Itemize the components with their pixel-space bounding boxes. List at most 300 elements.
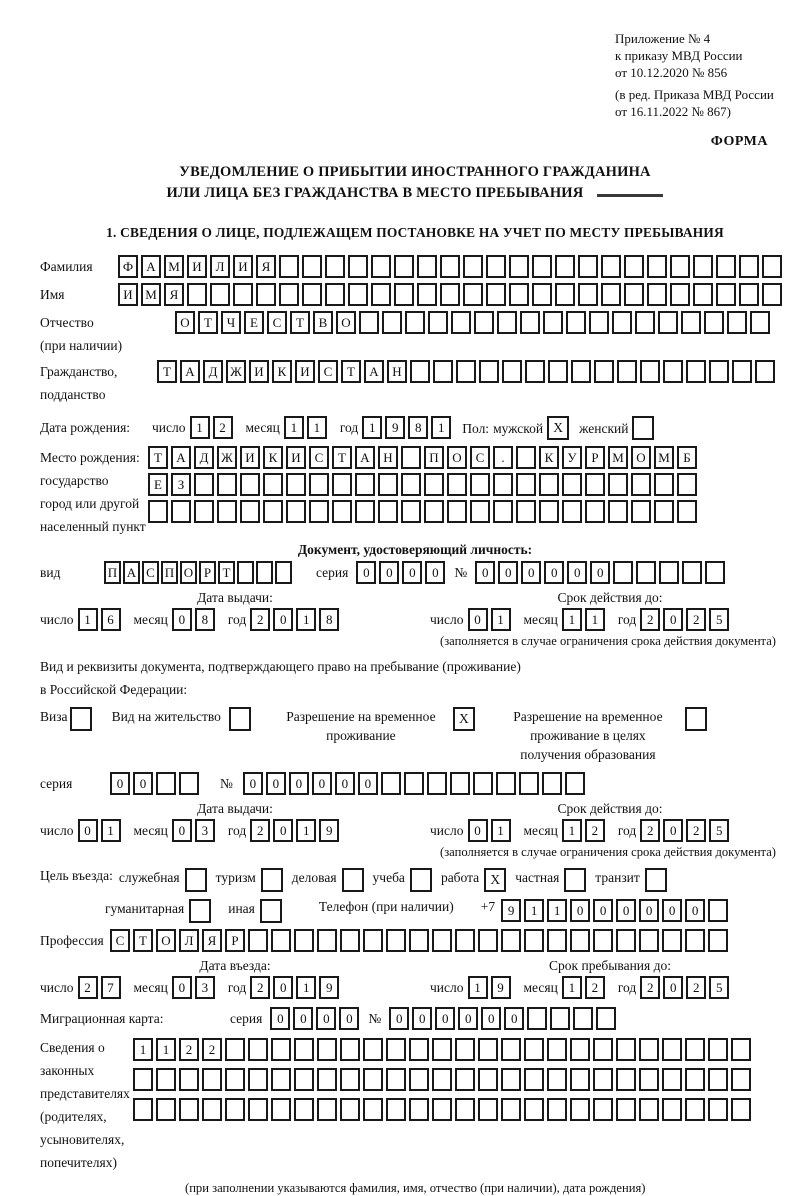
char-cell[interactable]: Т: [218, 561, 235, 584]
char-cell[interactable]: 1: [547, 899, 567, 922]
char-cell[interactable]: [708, 1068, 728, 1091]
char-cell[interactable]: [532, 255, 552, 278]
char-cell[interactable]: М: [141, 283, 161, 306]
char-cell[interactable]: [635, 311, 655, 334]
char-cell[interactable]: О: [175, 311, 195, 334]
char-cell[interactable]: [294, 1068, 314, 1091]
char-cell[interactable]: 2: [179, 1038, 199, 1061]
char-cell[interactable]: [662, 1098, 682, 1121]
char-cell[interactable]: [248, 1098, 268, 1121]
char-cell[interactable]: 1: [562, 976, 582, 999]
char-cell[interactable]: [636, 561, 656, 584]
char-cell[interactable]: 0: [663, 819, 683, 842]
char-cell[interactable]: К: [263, 446, 283, 469]
char-cell[interactable]: 1: [156, 1038, 176, 1061]
char-cell[interactable]: И: [295, 360, 315, 383]
char-cell[interactable]: 5: [709, 976, 729, 999]
char-cell[interactable]: [424, 500, 444, 523]
char-cell[interactable]: С: [318, 360, 338, 383]
char-cell[interactable]: [578, 283, 598, 306]
char-cell[interactable]: 1: [562, 819, 582, 842]
char-cell[interactable]: [447, 473, 467, 496]
char-cell[interactable]: [240, 500, 260, 523]
char-cell[interactable]: [409, 1038, 429, 1061]
char-cell[interactable]: [237, 561, 254, 584]
char-cell[interactable]: Н: [387, 360, 407, 383]
char-cell[interactable]: [340, 929, 360, 952]
char-cell[interactable]: [596, 1007, 616, 1030]
char-cell[interactable]: [355, 473, 375, 496]
char-cell[interactable]: 0: [312, 772, 332, 795]
char-cell[interactable]: [570, 1038, 590, 1061]
char-cell[interactable]: И: [233, 255, 253, 278]
char-cell[interactable]: [547, 1068, 567, 1091]
char-cell[interactable]: [294, 929, 314, 952]
char-cell[interactable]: Т: [133, 929, 153, 952]
char-cell[interactable]: [455, 1068, 475, 1091]
char-cell[interactable]: [562, 500, 582, 523]
char-cell[interactable]: [705, 561, 725, 584]
char-cell[interactable]: [516, 500, 536, 523]
char-cell[interactable]: [681, 311, 701, 334]
char-cell[interactable]: [716, 283, 736, 306]
char-cell[interactable]: 1: [307, 416, 327, 439]
char-cell[interactable]: 0: [662, 899, 682, 922]
char-cell[interactable]: 0: [468, 608, 488, 631]
char-cell[interactable]: О: [336, 311, 356, 334]
char-cell[interactable]: [659, 561, 679, 584]
char-cell[interactable]: [378, 500, 398, 523]
char-cell[interactable]: [340, 1068, 360, 1091]
sex-female-checkbox[interactable]: [632, 416, 654, 440]
char-cell[interactable]: [404, 772, 424, 795]
char-cell[interactable]: 6: [101, 608, 121, 631]
char-cell[interactable]: [386, 1098, 406, 1121]
char-cell[interactable]: З: [171, 473, 191, 496]
char-cell[interactable]: [302, 283, 322, 306]
char-cell[interactable]: [348, 255, 368, 278]
char-cell[interactable]: [501, 1098, 521, 1121]
char-cell[interactable]: Т: [157, 360, 177, 383]
char-cell[interactable]: [309, 473, 329, 496]
char-cell[interactable]: [539, 500, 559, 523]
char-cell[interactable]: [639, 1038, 659, 1061]
char-cell[interactable]: П: [161, 561, 178, 584]
char-cell[interactable]: Р: [199, 561, 216, 584]
char-cell[interactable]: [593, 1038, 613, 1061]
char-cell[interactable]: [608, 500, 628, 523]
char-cell[interactable]: [225, 1038, 245, 1061]
char-cell[interactable]: 0: [356, 561, 376, 584]
char-cell[interactable]: [501, 1038, 521, 1061]
char-cell[interactable]: 1: [468, 976, 488, 999]
char-cell[interactable]: И: [249, 360, 269, 383]
char-cell[interactable]: Е: [148, 473, 168, 496]
char-cell[interactable]: Т: [332, 446, 352, 469]
char-cell[interactable]: 0: [389, 1007, 409, 1030]
temp-residence-education-checkbox[interactable]: [685, 707, 707, 731]
char-cell[interactable]: 9: [385, 416, 405, 439]
char-cell[interactable]: [731, 1098, 751, 1121]
char-cell[interactable]: [156, 1098, 176, 1121]
char-cell[interactable]: [171, 500, 191, 523]
char-cell[interactable]: [593, 1098, 613, 1121]
char-cell[interactable]: [647, 255, 667, 278]
char-cell[interactable]: [570, 1098, 590, 1121]
char-cell[interactable]: [463, 283, 483, 306]
char-cell[interactable]: [555, 283, 575, 306]
char-cell[interactable]: 0: [402, 561, 422, 584]
char-cell[interactable]: [682, 561, 702, 584]
char-cell[interactable]: [432, 1098, 452, 1121]
char-cell[interactable]: [732, 360, 752, 383]
char-cell[interactable]: [708, 929, 728, 952]
char-cell[interactable]: [755, 360, 775, 383]
char-cell[interactable]: Т: [148, 446, 168, 469]
char-cell[interactable]: 8: [408, 416, 428, 439]
char-cell[interactable]: Ч: [221, 311, 241, 334]
char-cell[interactable]: [708, 899, 728, 922]
char-cell[interactable]: Я: [202, 929, 222, 952]
char-cell[interactable]: М: [654, 446, 674, 469]
char-cell[interactable]: 0: [412, 1007, 432, 1030]
char-cell[interactable]: 1: [491, 608, 511, 631]
char-cell[interactable]: [451, 311, 471, 334]
char-cell[interactable]: [571, 360, 591, 383]
char-cell[interactable]: [616, 1038, 636, 1061]
char-cell[interactable]: [663, 360, 683, 383]
char-cell[interactable]: 1: [101, 819, 121, 842]
char-cell[interactable]: [516, 473, 536, 496]
char-cell[interactable]: С: [267, 311, 287, 334]
char-cell[interactable]: 2: [686, 608, 706, 631]
char-cell[interactable]: [363, 1038, 383, 1061]
char-cell[interactable]: [658, 311, 678, 334]
char-cell[interactable]: П: [424, 446, 444, 469]
char-cell[interactable]: [601, 255, 621, 278]
char-cell[interactable]: 0: [293, 1007, 313, 1030]
char-cell[interactable]: [378, 473, 398, 496]
char-cell[interactable]: [589, 311, 609, 334]
char-cell[interactable]: [739, 255, 759, 278]
char-cell[interactable]: [486, 255, 506, 278]
purpose-official-checkbox[interactable]: [185, 868, 207, 892]
char-cell[interactable]: 0: [616, 899, 636, 922]
char-cell[interactable]: [332, 500, 352, 523]
char-cell[interactable]: 0: [593, 899, 613, 922]
residence-permit-checkbox[interactable]: [229, 707, 251, 731]
char-cell[interactable]: 7: [101, 976, 121, 999]
char-cell[interactable]: [716, 255, 736, 278]
char-cell[interactable]: [386, 1038, 406, 1061]
char-cell[interactable]: [654, 500, 674, 523]
char-cell[interactable]: [631, 473, 651, 496]
char-cell[interactable]: [704, 311, 724, 334]
char-cell[interactable]: [248, 1038, 268, 1061]
char-cell[interactable]: Р: [585, 446, 605, 469]
char-cell[interactable]: [202, 1068, 222, 1091]
char-cell[interactable]: [401, 473, 421, 496]
char-cell[interactable]: [156, 1068, 176, 1091]
char-cell[interactable]: [565, 772, 585, 795]
char-cell[interactable]: 0: [458, 1007, 478, 1030]
char-cell[interactable]: [519, 772, 539, 795]
char-cell[interactable]: 2: [250, 819, 270, 842]
char-cell[interactable]: [547, 1038, 567, 1061]
char-cell[interactable]: [302, 255, 322, 278]
char-cell[interactable]: [263, 473, 283, 496]
char-cell[interactable]: 5: [709, 819, 729, 842]
char-cell[interactable]: А: [171, 446, 191, 469]
char-cell[interactable]: [405, 311, 425, 334]
char-cell[interactable]: [440, 283, 460, 306]
char-cell[interactable]: [478, 1098, 498, 1121]
char-cell[interactable]: [617, 360, 637, 383]
char-cell[interactable]: 0: [78, 819, 98, 842]
char-cell[interactable]: [340, 1038, 360, 1061]
char-cell[interactable]: 1: [362, 416, 382, 439]
char-cell[interactable]: 1: [562, 608, 582, 631]
char-cell[interactable]: [708, 1038, 728, 1061]
char-cell[interactable]: [382, 311, 402, 334]
char-cell[interactable]: [294, 1038, 314, 1061]
char-cell[interactable]: 9: [319, 819, 339, 842]
char-cell[interactable]: 0: [663, 608, 683, 631]
char-cell[interactable]: [286, 500, 306, 523]
char-cell[interactable]: 0: [425, 561, 445, 584]
char-cell[interactable]: 0: [273, 819, 293, 842]
char-cell[interactable]: 0: [335, 772, 355, 795]
char-cell[interactable]: 1: [431, 416, 451, 439]
char-cell[interactable]: [371, 283, 391, 306]
char-cell[interactable]: [473, 772, 493, 795]
char-cell[interactable]: [279, 255, 299, 278]
char-cell[interactable]: [547, 1098, 567, 1121]
char-cell[interactable]: [317, 1038, 337, 1061]
char-cell[interactable]: [639, 1068, 659, 1091]
purpose-private-checkbox[interactable]: [564, 868, 586, 892]
char-cell[interactable]: [594, 360, 614, 383]
char-cell[interactable]: [463, 255, 483, 278]
char-cell[interactable]: [133, 1068, 153, 1091]
char-cell[interactable]: [479, 360, 499, 383]
char-cell[interactable]: [478, 1068, 498, 1091]
char-cell[interactable]: [496, 772, 516, 795]
char-cell[interactable]: 0: [639, 899, 659, 922]
char-cell[interactable]: [677, 500, 697, 523]
char-cell[interactable]: [194, 500, 214, 523]
char-cell[interactable]: [440, 255, 460, 278]
char-cell[interactable]: [210, 283, 230, 306]
char-cell[interactable]: Ж: [217, 446, 237, 469]
char-cell[interactable]: [493, 500, 513, 523]
char-cell[interactable]: 0: [504, 1007, 524, 1030]
char-cell[interactable]: [608, 473, 628, 496]
char-cell[interactable]: [524, 1098, 544, 1121]
char-cell[interactable]: К: [539, 446, 559, 469]
char-cell[interactable]: [547, 929, 567, 952]
char-cell[interactable]: [394, 255, 414, 278]
char-cell[interactable]: [654, 473, 674, 496]
char-cell[interactable]: [685, 1098, 705, 1121]
char-cell[interactable]: [501, 1068, 521, 1091]
char-cell[interactable]: [685, 1068, 705, 1091]
purpose-other-checkbox[interactable]: [260, 899, 282, 923]
char-cell[interactable]: П: [104, 561, 121, 584]
char-cell[interactable]: [363, 1068, 383, 1091]
char-cell[interactable]: 2: [640, 608, 660, 631]
char-cell[interactable]: [456, 360, 476, 383]
char-cell[interactable]: [578, 255, 598, 278]
char-cell[interactable]: [750, 311, 770, 334]
char-cell[interactable]: 1: [133, 1038, 153, 1061]
char-cell[interactable]: [432, 1068, 452, 1091]
char-cell[interactable]: [179, 1098, 199, 1121]
char-cell[interactable]: [386, 1068, 406, 1091]
char-cell[interactable]: [225, 1098, 245, 1121]
char-cell[interactable]: [662, 929, 682, 952]
char-cell[interactable]: [240, 473, 260, 496]
char-cell[interactable]: [585, 500, 605, 523]
char-cell[interactable]: 9: [491, 976, 511, 999]
char-cell[interactable]: [548, 360, 568, 383]
char-cell[interactable]: [417, 255, 437, 278]
char-cell[interactable]: 3: [195, 976, 215, 999]
char-cell[interactable]: 0: [685, 899, 705, 922]
char-cell[interactable]: С: [110, 929, 130, 952]
char-cell[interactable]: 0: [468, 819, 488, 842]
char-cell[interactable]: [317, 1098, 337, 1121]
char-cell[interactable]: [543, 311, 563, 334]
char-cell[interactable]: [187, 283, 207, 306]
char-cell[interactable]: [432, 929, 452, 952]
char-cell[interactable]: [662, 1038, 682, 1061]
char-cell[interactable]: [524, 929, 544, 952]
char-cell[interactable]: [424, 473, 444, 496]
char-cell[interactable]: Ф: [118, 255, 138, 278]
char-cell[interactable]: А: [123, 561, 140, 584]
char-cell[interactable]: [662, 1068, 682, 1091]
char-cell[interactable]: [613, 561, 633, 584]
char-cell[interactable]: 0: [110, 772, 130, 795]
char-cell[interactable]: 9: [319, 976, 339, 999]
char-cell[interactable]: [474, 311, 494, 334]
char-cell[interactable]: У: [562, 446, 582, 469]
char-cell[interactable]: [217, 473, 237, 496]
char-cell[interactable]: 1: [296, 976, 316, 999]
char-cell[interactable]: [271, 929, 291, 952]
char-cell[interactable]: Р: [225, 929, 245, 952]
char-cell[interactable]: 2: [585, 976, 605, 999]
char-cell[interactable]: [516, 446, 536, 469]
char-cell[interactable]: [616, 1098, 636, 1121]
char-cell[interactable]: И: [118, 283, 138, 306]
char-cell[interactable]: [386, 929, 406, 952]
char-cell[interactable]: Я: [256, 255, 276, 278]
char-cell[interactable]: [593, 929, 613, 952]
char-cell[interactable]: О: [180, 561, 197, 584]
purpose-tourism-checkbox[interactable]: [261, 868, 283, 892]
char-cell[interactable]: [217, 500, 237, 523]
char-cell[interactable]: [550, 1007, 570, 1030]
char-cell[interactable]: [371, 255, 391, 278]
char-cell[interactable]: [693, 255, 713, 278]
char-cell[interactable]: [381, 772, 401, 795]
char-cell[interactable]: Т: [198, 311, 218, 334]
char-cell[interactable]: [670, 283, 690, 306]
char-cell[interactable]: [156, 772, 176, 795]
char-cell[interactable]: [271, 1098, 291, 1121]
temp-residence-checkbox[interactable]: X: [453, 707, 475, 731]
char-cell[interactable]: 0: [358, 772, 378, 795]
purpose-business-checkbox[interactable]: [342, 868, 364, 892]
char-cell[interactable]: [401, 446, 421, 469]
char-cell[interactable]: [562, 473, 582, 496]
char-cell[interactable]: 2: [640, 976, 660, 999]
char-cell[interactable]: 0: [570, 899, 590, 922]
char-cell[interactable]: К: [272, 360, 292, 383]
char-cell[interactable]: 1: [491, 819, 511, 842]
char-cell[interactable]: Ж: [226, 360, 246, 383]
char-cell[interactable]: [256, 561, 273, 584]
char-cell[interactable]: [624, 283, 644, 306]
char-cell[interactable]: 5: [709, 608, 729, 631]
char-cell[interactable]: [478, 929, 498, 952]
char-cell[interactable]: [478, 1038, 498, 1061]
char-cell[interactable]: 2: [78, 976, 98, 999]
char-cell[interactable]: [731, 1068, 751, 1091]
char-cell[interactable]: [520, 311, 540, 334]
char-cell[interactable]: [497, 311, 517, 334]
char-cell[interactable]: И: [286, 446, 306, 469]
char-cell[interactable]: С: [470, 446, 490, 469]
char-cell[interactable]: [570, 929, 590, 952]
char-cell[interactable]: [359, 311, 379, 334]
char-cell[interactable]: Д: [203, 360, 223, 383]
char-cell[interactable]: 0: [172, 819, 192, 842]
char-cell[interactable]: А: [180, 360, 200, 383]
char-cell[interactable]: О: [631, 446, 651, 469]
char-cell[interactable]: Е: [244, 311, 264, 334]
char-cell[interactable]: [739, 283, 759, 306]
char-cell[interactable]: [693, 283, 713, 306]
char-cell[interactable]: [731, 1038, 751, 1061]
char-cell[interactable]: 2: [686, 976, 706, 999]
char-cell[interactable]: 9: [501, 899, 521, 922]
char-cell[interactable]: О: [447, 446, 467, 469]
char-cell[interactable]: 0: [567, 561, 587, 584]
char-cell[interactable]: [133, 1098, 153, 1121]
char-cell[interactable]: 2: [213, 416, 233, 439]
char-cell[interactable]: 8: [195, 608, 215, 631]
char-cell[interactable]: [433, 360, 453, 383]
char-cell[interactable]: 3: [195, 819, 215, 842]
char-cell[interactable]: Т: [341, 360, 361, 383]
char-cell[interactable]: [410, 360, 430, 383]
char-cell[interactable]: Н: [378, 446, 398, 469]
char-cell[interactable]: [573, 1007, 593, 1030]
char-cell[interactable]: [470, 500, 490, 523]
char-cell[interactable]: А: [355, 446, 375, 469]
char-cell[interactable]: [179, 1068, 199, 1091]
char-cell[interactable]: [409, 1098, 429, 1121]
char-cell[interactable]: И: [187, 255, 207, 278]
char-cell[interactable]: [502, 360, 522, 383]
char-cell[interactable]: [225, 1068, 245, 1091]
char-cell[interactable]: 2: [250, 608, 270, 631]
char-cell[interactable]: [194, 473, 214, 496]
char-cell[interactable]: [294, 1098, 314, 1121]
